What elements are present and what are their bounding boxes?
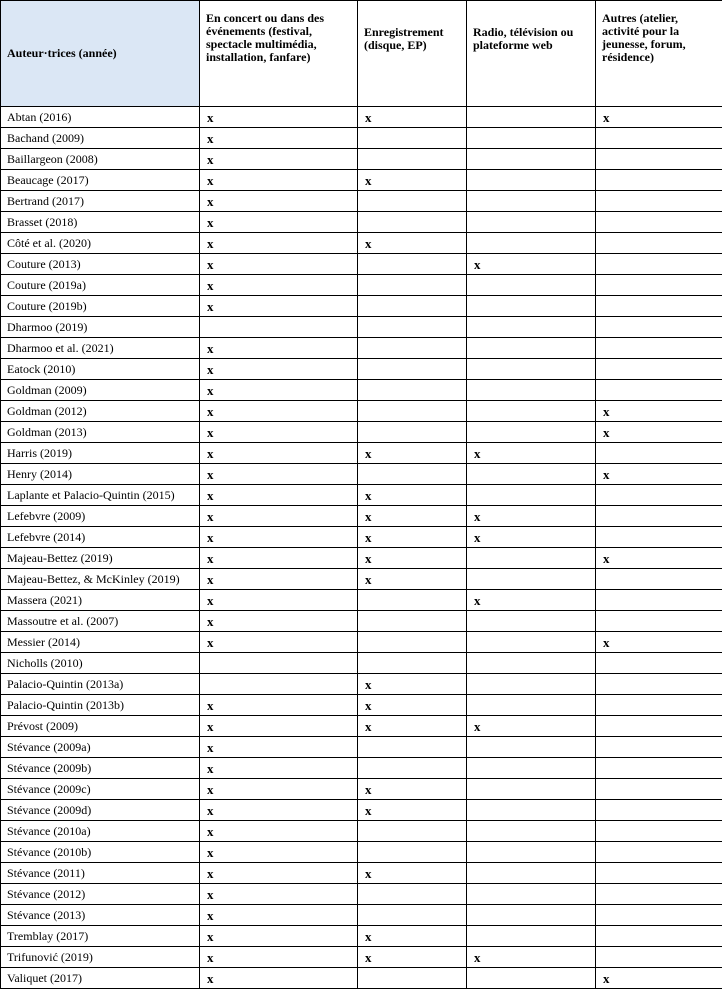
other-cell — [596, 254, 722, 275]
recording-cell — [358, 254, 467, 275]
radio-tv-web-cell — [467, 926, 596, 947]
recording-cell: x — [358, 947, 467, 968]
concert-cell: x — [200, 254, 358, 275]
concert-cell: x — [200, 359, 358, 380]
author-cell: Bertrand (2017) — [1, 191, 200, 212]
recording-cell: x — [358, 443, 467, 464]
recording-cell — [358, 590, 467, 611]
table-row — [1, 758, 722, 779]
other-cell — [596, 338, 722, 359]
table-row — [1, 464, 722, 485]
table-row — [1, 779, 722, 800]
other-cell — [596, 758, 722, 779]
radio-tv-web-cell — [467, 380, 596, 401]
other-cell — [596, 443, 722, 464]
author-cell: Lefebvre (2009) — [1, 506, 200, 527]
concert-cell: x — [200, 380, 358, 401]
other-cell: x — [596, 401, 722, 422]
concert-cell: x — [200, 506, 358, 527]
header-row — [1, 1, 722, 107]
radio-tv-web-cell: x — [467, 506, 596, 527]
concert-cell: x — [200, 863, 358, 884]
concert-cell: x — [200, 926, 358, 947]
radio-tv-web-cell — [467, 863, 596, 884]
concert-cell: x — [200, 569, 358, 590]
recording-cell — [358, 128, 467, 149]
other-cell — [596, 212, 722, 233]
recording-cell — [358, 632, 467, 653]
other-cell: x — [596, 422, 722, 443]
concert-cell: x — [200, 170, 358, 191]
radio-tv-web-cell — [467, 548, 596, 569]
table-row — [1, 947, 722, 968]
concert-cell: x — [200, 338, 358, 359]
recording-cell: x — [358, 695, 467, 716]
recording-cell — [358, 401, 467, 422]
other-cell — [596, 674, 722, 695]
concert-cell: x — [200, 548, 358, 569]
concert-cell: x — [200, 695, 358, 716]
other-cell — [596, 359, 722, 380]
recording-cell: x — [358, 716, 467, 737]
recording-cell: x — [358, 548, 467, 569]
recording-cell — [358, 653, 467, 674]
radio-tv-web-cell — [467, 968, 596, 989]
concert-cell: x — [200, 716, 358, 737]
radio-tv-web-cell — [467, 884, 596, 905]
table-row — [1, 905, 722, 926]
table-row — [1, 296, 722, 317]
author-cell: Palacio-Quintin (2013a) — [1, 674, 200, 695]
radio-tv-web-cell: x — [467, 590, 596, 611]
author-cell: Stévance (2009d) — [1, 800, 200, 821]
recording-cell: x — [358, 170, 467, 191]
table-row — [1, 926, 722, 947]
table-row — [1, 422, 722, 443]
concert-cell: x — [200, 590, 358, 611]
author-cell: Bachand (2009) — [1, 128, 200, 149]
radio-tv-web-cell: x — [467, 527, 596, 548]
concert-cell: x — [200, 884, 358, 905]
header-radio-tv-web: Radio, télévision ou plateforme web — [467, 1, 596, 107]
author-cell: Massera (2021) — [1, 590, 200, 611]
table-row — [1, 191, 722, 212]
table-row — [1, 968, 722, 989]
table-row — [1, 842, 722, 863]
radio-tv-web-cell — [467, 296, 596, 317]
author-cell: Côté et al. (2020) — [1, 233, 200, 254]
author-cell: Majeau-Bettez, & McKinley (2019) — [1, 569, 200, 590]
concert-cell: x — [200, 107, 358, 128]
concert-cell: x — [200, 464, 358, 485]
table-row — [1, 401, 722, 422]
table-row — [1, 800, 722, 821]
recording-cell — [358, 611, 467, 632]
concert-cell: x — [200, 191, 358, 212]
other-cell — [596, 275, 722, 296]
other-cell: x — [596, 632, 722, 653]
recording-cell: x — [358, 863, 467, 884]
radio-tv-web-cell — [467, 149, 596, 170]
concert-cell: x — [200, 485, 358, 506]
radio-tv-web-cell — [467, 905, 596, 926]
other-cell — [596, 779, 722, 800]
author-cell: Nicholls (2010) — [1, 653, 200, 674]
table-row — [1, 233, 722, 254]
other-cell — [596, 506, 722, 527]
other-cell — [596, 317, 722, 338]
table-row — [1, 359, 722, 380]
table-row — [1, 716, 722, 737]
radio-tv-web-cell — [467, 401, 596, 422]
author-cell: Tremblay (2017) — [1, 926, 200, 947]
recording-cell — [358, 905, 467, 926]
concert-cell: x — [200, 758, 358, 779]
recording-cell — [358, 758, 467, 779]
concert-cell: x — [200, 632, 358, 653]
recording-cell — [358, 212, 467, 233]
other-cell — [596, 737, 722, 758]
table-row — [1, 884, 722, 905]
other-cell: x — [596, 968, 722, 989]
table-row — [1, 128, 722, 149]
recording-cell: x — [358, 485, 467, 506]
concert-cell: x — [200, 968, 358, 989]
recording-cell — [358, 191, 467, 212]
concert-cell: x — [200, 779, 358, 800]
table-row — [1, 569, 722, 590]
other-cell: x — [596, 464, 722, 485]
concert-cell: x — [200, 233, 358, 254]
radio-tv-web-cell — [467, 128, 596, 149]
table-row — [1, 317, 722, 338]
recording-cell — [358, 842, 467, 863]
table-row — [1, 653, 722, 674]
other-cell — [596, 926, 722, 947]
recording-cell — [358, 884, 467, 905]
concert-cell: x — [200, 800, 358, 821]
recording-cell — [358, 359, 467, 380]
other-cell — [596, 170, 722, 191]
author-cell: Harris (2019) — [1, 443, 200, 464]
concert-cell — [200, 317, 358, 338]
author-cell: Stévance (2010b) — [1, 842, 200, 863]
author-cell: Stévance (2009c) — [1, 779, 200, 800]
recording-cell: x — [358, 527, 467, 548]
table-row — [1, 506, 722, 527]
recording-cell: x — [358, 107, 467, 128]
author-cell: Couture (2013) — [1, 254, 200, 275]
author-cell: Trifunović (2019) — [1, 947, 200, 968]
radio-tv-web-cell — [467, 842, 596, 863]
author-cell: Goldman (2009) — [1, 380, 200, 401]
other-cell — [596, 947, 722, 968]
radio-tv-web-cell — [467, 758, 596, 779]
table-row — [1, 107, 722, 128]
author-cell: Dharmoo et al. (2021) — [1, 338, 200, 359]
author-cell: Brasset (2018) — [1, 212, 200, 233]
author-cell: Abtan (2016) — [1, 107, 200, 128]
other-cell — [596, 569, 722, 590]
other-cell — [596, 800, 722, 821]
author-cell: Eatock (2010) — [1, 359, 200, 380]
recording-cell: x — [358, 569, 467, 590]
recording-cell — [358, 464, 467, 485]
concert-cell — [200, 653, 358, 674]
concert-cell: x — [200, 422, 358, 443]
table-header — [1, 1, 722, 107]
other-cell — [596, 380, 722, 401]
recording-cell: x — [358, 800, 467, 821]
other-cell — [596, 233, 722, 254]
table-row — [1, 443, 722, 464]
author-cell: Stévance (2010a) — [1, 821, 200, 842]
radio-tv-web-cell: x — [467, 716, 596, 737]
recording-cell: x — [358, 926, 467, 947]
radio-tv-web-cell — [467, 800, 596, 821]
author-cell: Stévance (2013) — [1, 905, 200, 926]
concert-cell: x — [200, 947, 358, 968]
radio-tv-web-cell — [467, 338, 596, 359]
radio-tv-web-cell: x — [467, 947, 596, 968]
radio-tv-web-cell — [467, 170, 596, 191]
table-row — [1, 338, 722, 359]
recording-cell — [358, 338, 467, 359]
radio-tv-web-cell — [467, 632, 596, 653]
radio-tv-web-cell — [467, 611, 596, 632]
radio-tv-web-cell: x — [467, 443, 596, 464]
radio-tv-web-cell — [467, 695, 596, 716]
table-row — [1, 674, 722, 695]
radio-tv-web-cell — [467, 653, 596, 674]
radio-tv-web-cell — [467, 191, 596, 212]
table-row — [1, 380, 722, 401]
table-row — [1, 611, 722, 632]
other-cell: x — [596, 107, 722, 128]
concert-cell: x — [200, 401, 358, 422]
recording-cell: x — [358, 779, 467, 800]
header-recording: Enregistrement (disque, EP) — [358, 1, 467, 107]
other-cell — [596, 821, 722, 842]
concert-cell: x — [200, 527, 358, 548]
radio-tv-web-cell — [467, 569, 596, 590]
recording-cell — [358, 317, 467, 338]
header-other: Autres (atelier, activité pour la jeunesse, forum, résidence) — [596, 1, 722, 107]
table-row — [1, 254, 722, 275]
other-cell — [596, 149, 722, 170]
recording-cell — [358, 968, 467, 989]
table-row — [1, 548, 722, 569]
table-row — [1, 485, 722, 506]
concert-cell: x — [200, 128, 358, 149]
table-body — [1, 107, 722, 989]
table-row — [1, 821, 722, 842]
table-row — [1, 590, 722, 611]
table-row — [1, 695, 722, 716]
radio-tv-web-cell — [467, 275, 596, 296]
radio-tv-web-cell — [467, 233, 596, 254]
recording-cell: x — [358, 674, 467, 695]
header-authors: Auteur·trices (année) — [1, 1, 200, 107]
author-cell: Laplante et Palacio-Quintin (2015) — [1, 485, 200, 506]
recording-cell: x — [358, 506, 467, 527]
other-cell — [596, 884, 722, 905]
author-cell: Henry (2014) — [1, 464, 200, 485]
radio-tv-web-cell — [467, 107, 596, 128]
concert-cell: x — [200, 212, 358, 233]
author-cell: Stévance (2011) — [1, 863, 200, 884]
header-concert: En concert ou dans des événements (festival, spectacle multimédia, installation, fanfare) — [200, 1, 358, 107]
recording-cell — [358, 380, 467, 401]
author-cell: Stévance (2009a) — [1, 737, 200, 758]
concert-cell: x — [200, 821, 358, 842]
other-cell — [596, 590, 722, 611]
recording-cell — [358, 422, 467, 443]
radio-tv-web-cell — [467, 737, 596, 758]
radio-tv-web-cell — [467, 359, 596, 380]
recording-cell — [358, 149, 467, 170]
author-cell: Palacio-Quintin (2013b) — [1, 695, 200, 716]
table-row — [1, 275, 722, 296]
radio-tv-web-cell — [467, 485, 596, 506]
author-cell: Prévost (2009) — [1, 716, 200, 737]
table-row — [1, 737, 722, 758]
recording-cell — [358, 737, 467, 758]
other-cell — [596, 191, 722, 212]
table-row — [1, 149, 722, 170]
other-cell — [596, 905, 722, 926]
recording-cell — [358, 275, 467, 296]
author-cell: Beaucage (2017) — [1, 170, 200, 191]
recording-cell — [358, 296, 467, 317]
concert-cell: x — [200, 905, 358, 926]
other-cell — [596, 128, 722, 149]
table-row — [1, 863, 722, 884]
author-cell: Lefebvre (2014) — [1, 527, 200, 548]
concert-cell: x — [200, 842, 358, 863]
other-cell — [596, 296, 722, 317]
author-cell: Stévance (2012) — [1, 884, 200, 905]
author-cell: Valiquet (2017) — [1, 968, 200, 989]
other-cell — [596, 695, 722, 716]
concert-cell: x — [200, 149, 358, 170]
table-row — [1, 170, 722, 191]
radio-tv-web-cell — [467, 779, 596, 800]
author-cell: Dharmoo (2019) — [1, 317, 200, 338]
other-cell — [596, 485, 722, 506]
table-row — [1, 527, 722, 548]
radio-tv-web-cell: x — [467, 254, 596, 275]
author-cell: Baillargeon (2008) — [1, 149, 200, 170]
other-cell — [596, 716, 722, 737]
other-cell — [596, 653, 722, 674]
other-cell — [596, 863, 722, 884]
author-cell: Couture (2019a) — [1, 275, 200, 296]
other-cell — [596, 527, 722, 548]
concert-cell: x — [200, 275, 358, 296]
concert-cell: x — [200, 611, 358, 632]
author-cell: Goldman (2012) — [1, 401, 200, 422]
author-cell: Messier (2014) — [1, 632, 200, 653]
recording-cell: x — [358, 233, 467, 254]
author-cell: Stévance (2009b) — [1, 758, 200, 779]
recording-cell — [358, 821, 467, 842]
author-cell: Couture (2019b) — [1, 296, 200, 317]
author-cell: Massoutre et al. (2007) — [1, 611, 200, 632]
radio-tv-web-cell — [467, 422, 596, 443]
table-row — [1, 632, 722, 653]
concert-cell: x — [200, 737, 358, 758]
table-row — [1, 212, 722, 233]
radio-tv-web-cell — [467, 674, 596, 695]
other-cell: x — [596, 548, 722, 569]
radio-tv-web-cell — [467, 464, 596, 485]
other-cell — [596, 842, 722, 863]
author-cell: Goldman (2013) — [1, 422, 200, 443]
radio-tv-web-cell — [467, 821, 596, 842]
other-cell — [596, 611, 722, 632]
concert-cell: x — [200, 443, 358, 464]
radio-tv-web-cell — [467, 212, 596, 233]
radio-tv-web-cell — [467, 317, 596, 338]
author-cell: Majeau-Bettez (2019) — [1, 548, 200, 569]
concert-cell: x — [200, 296, 358, 317]
concert-cell — [200, 674, 358, 695]
